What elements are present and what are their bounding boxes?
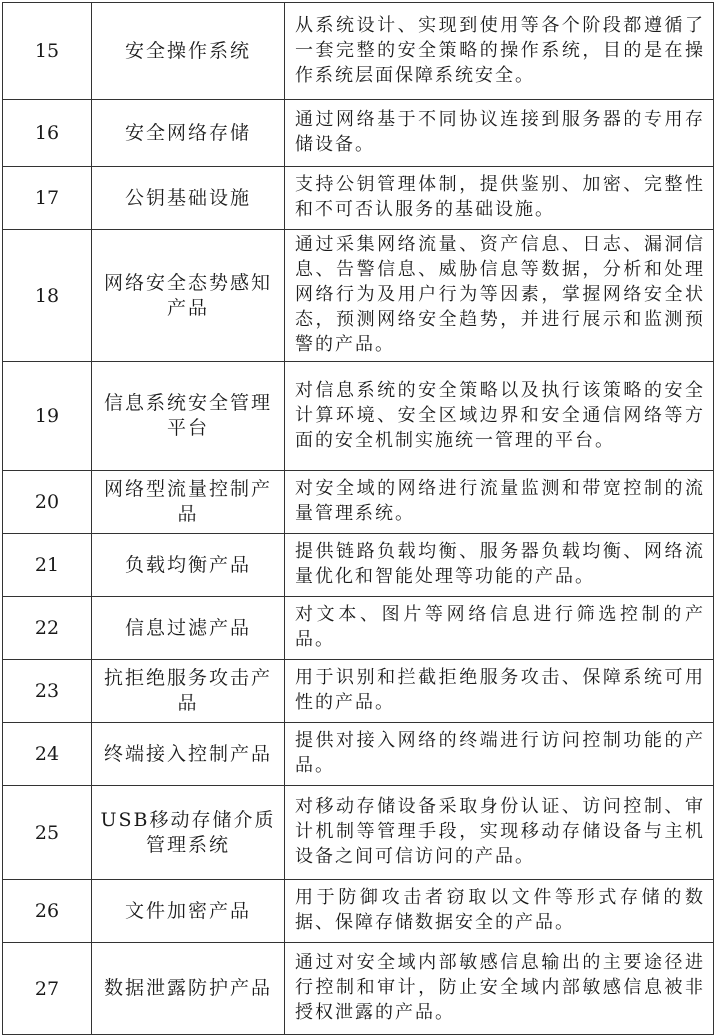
row-number: 26	[3, 880, 92, 943]
product-name: 安全操作系统	[92, 3, 285, 100]
table-row	[3, 3, 714, 100]
product-description: 提供对接入网络的终端进行访问控制功能的产品。	[285, 723, 714, 786]
row-number: 16	[3, 100, 92, 167]
product-description: 通过网络基于不同协议连接到服务器的专用存储设备。	[285, 100, 714, 167]
product-description: 对移动存储设备采取身份认证、访问控制、审计机制等管理手段，实现移动存储设备与主机设备之间可信访问的产品。	[285, 786, 714, 880]
product-description: 通过对安全域内部敏感信息输出的主要途径进行控制和审计，防止安全域内部敏感信息被非授权泄露的产品。	[285, 943, 714, 1035]
table-row	[3, 100, 714, 167]
product-table	[2, 2, 714, 1035]
product-name: 公钥基础设施	[92, 167, 285, 230]
product-description: 提供链路负载均衡、服务器负载均衡、网络流量优化和智能处理等功能的产品。	[285, 534, 714, 597]
product-description: 用于防御攻击者窃取以文件等形式存储的数据、保障存储数据安全的产品。	[285, 880, 714, 943]
row-number: 17	[3, 167, 92, 230]
product-description: 对文本、图片等网络信息进行筛选控制的产品。	[285, 597, 714, 660]
table-row	[3, 786, 714, 880]
table-row	[3, 167, 714, 230]
table-row	[3, 880, 714, 943]
row-number: 20	[3, 471, 92, 534]
table-row	[3, 230, 714, 362]
product-description: 通过采集网络流量、资产信息、日志、漏洞信息、告警信息、威胁信息等数据，分析和处理网络行为及用户行为等因素，掌握网络安全状态，预测网络安全趋势，并进行展示和监测预警的产品。	[285, 230, 714, 362]
table-row	[3, 362, 714, 471]
table-row	[3, 471, 714, 534]
table-row	[3, 943, 714, 1035]
row-number: 18	[3, 230, 92, 362]
row-number: 27	[3, 943, 92, 1035]
product-description: 对信息系统的安全策略以及执行该策略的安全计算环境、安全区域边界和安全通信网络等方面的安全机制实施统一管理的平台。	[285, 362, 714, 471]
row-number: 15	[3, 3, 92, 100]
product-name: 数据泄露防护产品	[92, 943, 285, 1035]
product-name: 文件加密产品	[92, 880, 285, 943]
product-name: 信息系统安全管理平台	[92, 362, 285, 471]
product-name: 终端接入控制产品	[92, 723, 285, 786]
product-description: 用于识别和拦截拒绝服务攻击、保障系统可用性的产品。	[285, 660, 714, 723]
table-row	[3, 534, 714, 597]
row-number: 21	[3, 534, 92, 597]
row-number: 23	[3, 660, 92, 723]
product-name: 安全网络存储	[92, 100, 285, 167]
row-number: 25	[3, 786, 92, 880]
table-row	[3, 660, 714, 723]
product-name: 抗拒绝服务攻击产品	[92, 660, 285, 723]
product-name: 网络型流量控制产品	[92, 471, 285, 534]
product-name: USB移动存储介质管理系统	[92, 786, 285, 880]
product-description: 从系统设计、实现到使用等各个阶段都遵循了一套完整的安全策略的操作系统，目的是在操作系统层面保障系统安全。	[285, 3, 714, 100]
product-description: 对安全域的网络进行流量监测和带宽控制的流量管理系统。	[285, 471, 714, 534]
row-number: 19	[3, 362, 92, 471]
product-description: 支持公钥管理体制，提供鉴别、加密、完整性和不可否认服务的基础设施。	[285, 167, 714, 230]
product-name: 信息过滤产品	[92, 597, 285, 660]
table-row	[3, 597, 714, 660]
product-name: 负载均衡产品	[92, 534, 285, 597]
table-body	[3, 3, 714, 1035]
product-name: 网络安全态势感知产品	[92, 230, 285, 362]
table-row	[3, 723, 714, 786]
row-number: 24	[3, 723, 92, 786]
row-number: 22	[3, 597, 92, 660]
